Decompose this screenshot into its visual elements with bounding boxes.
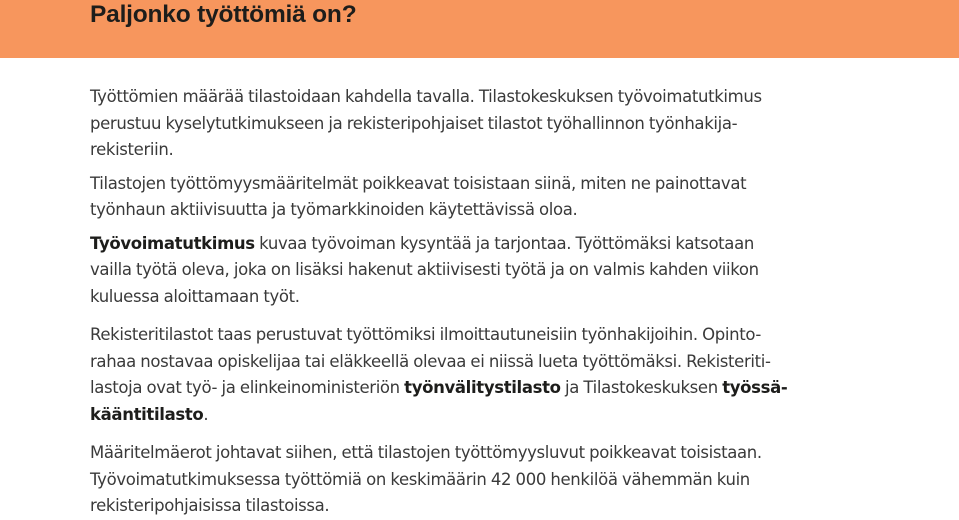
text-line: Määritelmäerot johtavat siihen, että tilastojen työttömyysluvut poikkeavat toisistaan. — [90, 443, 762, 462]
term-tyonvalitystilasto: työnvälitystilasto — [404, 378, 561, 397]
paragraph-register-statistics — [90, 322, 850, 428]
text-line: perustuu kyselytutkimukseen ja rekisteripohjaiset tilastot työhallinnon työnhakija- — [90, 113, 738, 133]
title-banner — [0, 0, 959, 58]
text-line: Työttömien määrää tilastoidaan kahdella tavalla. Tilastokeskuksen työvoimatutkimus — [90, 87, 762, 106]
text-line: Rekisteritilastot taas perustuvat työttömiksi ilmoittautuneisiin työnhakijoihin. Opinto- — [90, 325, 762, 344]
term-tyovoimatutkimus: Työvoimatutkimus — [90, 233, 255, 253]
page-title: Paljonko työttömiä on? — [90, 1, 357, 28]
text-line: rekisteripohjaisissa tilastoissa. — [90, 496, 330, 515]
paragraph-intro — [90, 84, 850, 164]
paragraph-labour-force-survey — [90, 231, 850, 311]
text-line: kuluessa aloittamaan työt. — [90, 286, 300, 306]
term-tyossakayntitilasto-part2: kääntitilasto — [90, 404, 204, 424]
text-line: Työvoimatutkimuksessa työttömiä on keskimäärin 42 000 henkilöä vähemmän kuin — [90, 469, 750, 489]
paragraph-differences — [90, 440, 850, 520]
text-line: kuvaa työvoiman kysyntää ja tarjontaa. Työttömäksi katsotaan — [254, 233, 754, 253]
text-line: vailla työtä oleva, joka on lisäksi hakenut aktiivisesti työtä ja on valmis kahden viikon — [90, 260, 759, 279]
text-line: Tilastojen työttömyysmääritelmät poikkeavat toisistaan siinä, miten ne painottavat — [90, 173, 747, 193]
paragraph-definitions — [90, 171, 850, 224]
text-line: rahaa nostavaa opiskelijaa tai eläkkeellä olevaa ei niissä lueta työttömäksi. Rekisteriti- — [90, 351, 771, 371]
text-line: rekisteriin. — [90, 140, 174, 159]
text-line: ja Tilastokeskuksen — [560, 378, 723, 397]
text-line: . — [203, 404, 209, 424]
text-line: lastoja ovat työ- ja elinkeinoministeriön — [90, 378, 405, 397]
article-body — [90, 84, 850, 520]
text-line: työnhaun aktiivisuutta ja työmarkkinoiden käytettävissä oloa. — [90, 200, 578, 219]
term-tyossakayntitilasto-part1: työssä- — [722, 378, 788, 397]
